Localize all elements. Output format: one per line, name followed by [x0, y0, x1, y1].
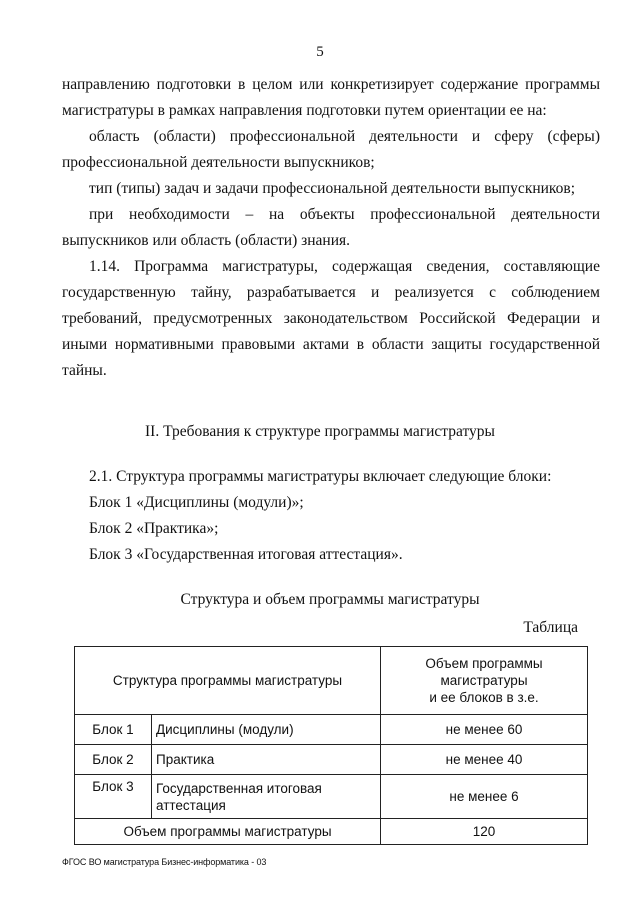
page-number: 5: [316, 44, 324, 60]
table-row: [75, 745, 588, 775]
list-item-block-3: Блок 3 «Государственная итоговая аттестация».: [89, 546, 403, 563]
total-value: 120: [381, 819, 588, 845]
structure-table: [74, 646, 588, 845]
paragraph-task-types: тип (типы) задач и задачи профессиональной деятельности выпускников;: [89, 180, 576, 197]
header-volume: [381, 647, 588, 715]
header-volume-line: и ее блоков в з.е.: [429, 690, 539, 705]
header-volume-line: Объем программы: [425, 656, 543, 671]
paragraph-1-14: 1.14. Программа магистратуры, содержащая сведения, составляющие государственную тайну, разрабатывается и реализуется с соблюдением требований, предусмотренных законодательством Российской Федерации и иными нормативными правовыми актами в области защиты государственной тайны.: [62, 258, 600, 379]
paragraph-objects: при необходимости – на объекты профессиональной деятельности выпускников или область (области) знания.: [62, 206, 600, 249]
row-volume: не менее 60: [381, 715, 588, 745]
table-total-row: [75, 819, 588, 845]
header-volume-line: магистратуры: [440, 673, 528, 688]
table-row: [75, 715, 588, 745]
list-item-block-1: Блок 1 «Дисциплины (модули)»;: [89, 494, 304, 511]
footer-note: ФГОС ВО магистратура Бизнес-информатика - 03: [62, 857, 267, 867]
header-structure: Структура программы магистратуры: [75, 647, 381, 715]
row-block: Блок 1: [75, 715, 152, 745]
row-block: Блок 3: [75, 775, 152, 819]
row-name: Государственная итоговая аттестация: [152, 775, 381, 819]
table-caption: Структура и объем программы магистратуры: [180, 591, 480, 608]
paragraph-continuation: направлению подготовки в целом или конкретизирует содержание программы магистратуры в рамках направления подготовки путем ориентации ее на:: [62, 76, 600, 119]
total-label: Объем программы магистратуры: [75, 819, 381, 845]
row-name: Практика: [152, 745, 381, 775]
row-volume: не менее 6: [381, 775, 588, 819]
paragraph-area: область (области) профессиональной деятельности и сферу (сферы) профессиональной деятельности выпускников;: [62, 128, 600, 171]
row-block: Блок 2: [75, 745, 152, 775]
paragraph-2-1: 2.1. Структура программы магистратуры включает следующие блоки:: [89, 468, 552, 485]
list-item-block-2: Блок 2 «Практика»;: [89, 520, 219, 537]
table-label: Таблица: [523, 619, 578, 636]
table-header-row: [75, 647, 588, 715]
row-name: Дисциплины (модули): [152, 715, 381, 745]
section-title: II. Требования к структуре программы магистратуры: [145, 423, 495, 440]
table-row: [75, 775, 588, 819]
row-volume: не менее 40: [381, 745, 588, 775]
